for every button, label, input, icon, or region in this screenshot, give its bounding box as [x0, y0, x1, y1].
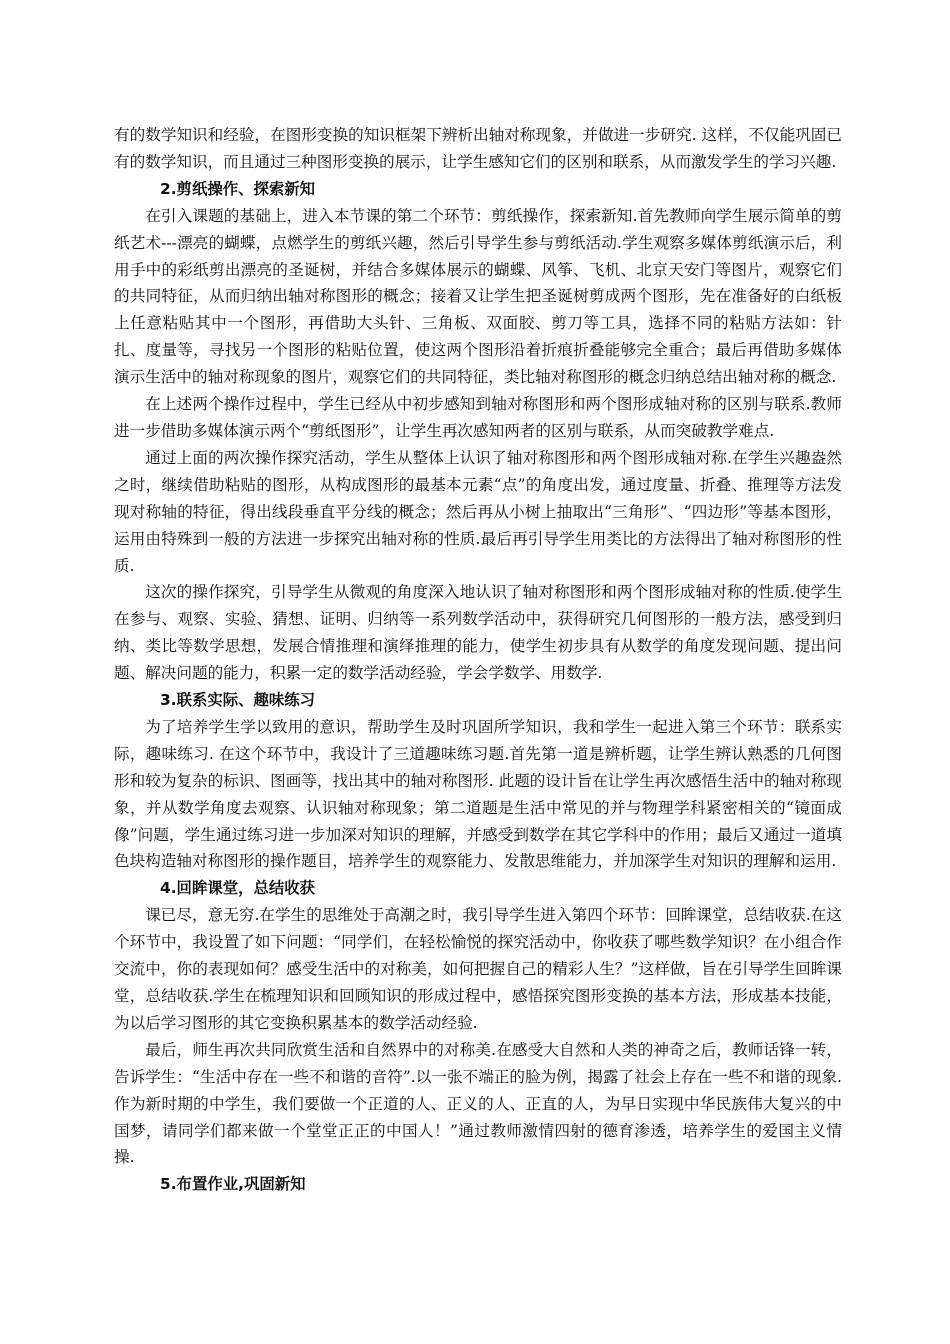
- paragraph-practice: 为了培养学生学以致用的意识，帮助学生及时巩固所学知识，我和学生一起进入第三个环节：联系实际，趣味练习. 在这个环节中，我设计了三道趣味练习题.首先第一道是辨析题，让学生辨认熟悉的几何图形和较为复杂的标识、图画等，找出其中的轴对称图形. 此题的设计旨在让学生再次感悟生活中的轴对称现象，并从数学角度去观察、认识轴对称现象；第二道题是生活中常见的并与物理学科紧密相关的“镜面成像”问题，学生通过练习进一步加深对知识的理解，并感受到数学在其它学科中的作用；最后又通过一道填色块构造轴对称图形的操作题目，培养学生的观察能力、发散思维能力，并加深学生对知识的理解和运用.: [114, 717, 842, 871]
- paragraph-difference-connection: 在上述两个操作过程中，学生已经从中初步感知到轴对称图形和两个图形成轴对称的区别与联系.教师进一步借助多媒体演示两个“剪纸图形”，让学生再次感知两者的区别与联系，从而突破教学难点.: [114, 395, 842, 440]
- section-heading-2: 2.剪纸操作、探索新知: [160, 179, 316, 198]
- paragraph-moral-education: 最后，师生再次共同欣赏生活和自然界中的对称美.在感受大自然和人类的神奇之后，教师话锋一转，告诉学生：“生活中存在一些不和谐的音符”.以一张不端正的脸为例，揭露了社会上存在一些不和谐的现象.作为新时期的中学生，我们要做一个正道的人、正义的人、正直的人，为早日实现中华民族伟大复兴的中国梦，请同学们都来做一个堂堂正正的中国人！”通过教师激情四射的德育渗透，培养学生的爱国主义情操.: [114, 1040, 842, 1167]
- paragraph-papercut-activity: 在引入课题的基础上，进入本节课的第二个环节：剪纸操作，探索新知.首先教师向学生展示简单的剪纸艺术---漂亮的蝴蝶，点燃学生的剪纸兴趣，然后引导学生参与剪纸活动.学生观察多媒体剪纸演示后，利用手中的彩纸剪出漂亮的圣诞树，并结合多媒体展示的蝴蝶、风筝、飞机、北京天安门等图片，观察它们的共同特征，从而归纳出轴对称图形的概念；接着又让学生把圣诞树剪成两个图形，先在准备好的白纸板上任意粘贴其中一个图形，再借助大头针、三角板、双面胶、剪刀等工具，选择不同的粘贴方法如：针扎、度量等，寻找另一个图形的粘贴位置，使这两个图形沿着折痕折叠能够完全重合；最后再借助多媒体演示生活中的轴对称现象的图片，观察它们的共同特征，类比轴对称图形的概念归纳总结出轴对称的概念.: [114, 206, 842, 387]
- paragraph-exploration: 通过上面的两次操作探究活动，学生从整体上认识了轴对称图形和两个图形成轴对称.在学生兴趣盎然之时，继续借助粘贴的图形，从构成图形的最基本元素“点”的角度出发，通过度量、折叠、推理等方法发现对称轴的特征，得出线段垂直平分线的概念；然后再从小树上抽取出“三角形”、“四边形”等基本图形，运用由特殊到一般的方法进一步探究出轴对称的性质.最后再引导学生用类比的方法得出了轴对称图形的性质.: [114, 448, 842, 575]
- paragraph-operation-inquiry: 这次的操作探究，引导学生从微观的角度深入地认识了轴对称图形和两个图形成轴对称的性质.使学生在参与、观察、实验、猜想、证明、归纳等一系列数学活动中，获得研究几何图形的一般方法，感受到归纳、类比等数学思想，发展合情推理和演绎推理的能力，使学生初步具有从数学的角度发现问题、提出问题、解决问题的能力，积累一定的数学活动经验，学会学数学、用数学.: [114, 583, 842, 683]
- section-heading-4: 4.回眸课堂，总结收获: [160, 879, 316, 898]
- section-heading-5: 5.布置作业,巩固新知: [160, 1175, 306, 1194]
- paragraph-review: 课已尽，意无穷.在学生的思维处于高潮之时，我引导学生进入第四个环节：回眸课堂，总结收获.在这个环节中，我设置了如下问题：“同学们，在轻松愉悦的探究活动中，你收获了哪些数学知识？在小组合作交流中，你的表现如何？感受生活中的对称美，如何把握自己的精彩人生？”这样做，旨在引导学生回眸课堂，总结收获.学生在梳理知识和回顾知识的形成过程中，感悟探究图形变换的基本方法，形成基本技能，为以后学习图形的其它变换积累基本的数学活动经验.: [114, 906, 842, 1032]
- document-page: [114, 122, 842, 1198]
- section-heading-3: 3.联系实际、趣味练习: [160, 691, 316, 710]
- paragraph-continuation: 有的数学知识和经验，在图形变换的知识框架下辨析出轴对称现象，并做进一步研究. 这样，不仅能巩固已有的数学知识，而且通过三种图形变换的展示，让学生感知它们的区别和联系，从而激发学生的学习兴趣.: [114, 126, 842, 171]
